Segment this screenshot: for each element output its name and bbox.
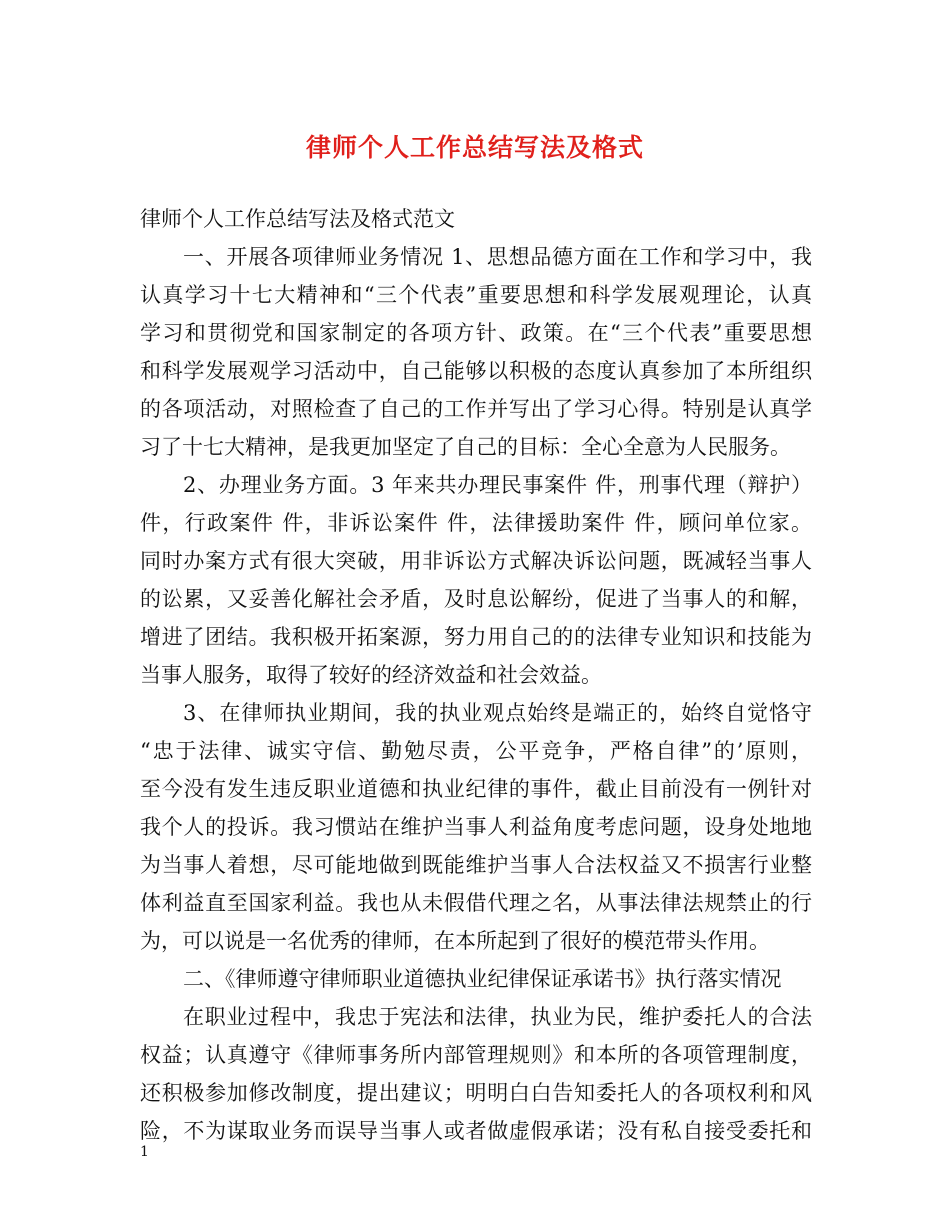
body-line: 的各项活动，对照检查了自己的工作并写出了学习心得。特别是认真学 xyxy=(140,397,812,421)
body-line: 二、《律师遵守律师职业道德执业纪律保证承诺书》执行落实情况 xyxy=(183,967,782,991)
page-title: 律师个人工作总结写法及格式 xyxy=(305,133,644,162)
body-line: 在职业过程中，我忠于宪法和法律，执业为民，维护委托人的合法 xyxy=(183,1005,812,1029)
body-line: 同时办案方式有很大突破，用非诉讼方式解决诉讼问题，既减轻当事人 xyxy=(140,549,812,573)
body-line: 件，行政案件 件，非诉讼案件 件，法律援助案件 件，顾问单位家。 xyxy=(140,511,812,535)
body-line: 学习和贯彻党和国家制定的各项方针、政策。在“三个代表”重要思想 xyxy=(140,321,812,345)
body-line: 为，可以说是一名优秀的律师，在本所起到了很好的模范带头作用。 xyxy=(140,929,770,953)
body-line: 我个人的投诉。我习惯站在维护当事人利益角度考虑问题，设身处地地 xyxy=(140,815,812,839)
body-line: 为当事人着想，尽可能地做到既能维护当事人合法权益又不损害行业整 xyxy=(140,853,812,877)
body-line: 和科学发展观学习活动中，自己能够以积极的态度认真参加了本所组织 xyxy=(140,359,812,383)
body-line: 增进了团结。我积极开拓案源，努力用自己的的法律专业知识和技能为 xyxy=(140,625,812,649)
body-line: 一、开展各项律师业务情况 1、思想品德方面在工作和学习中，我 xyxy=(183,245,812,269)
body-line: 2、办理业务方面。3 年来共办理民事案件 件，刑事代理（辩护） xyxy=(183,473,812,497)
body-line: 体利益直至国家利益。我也从未假借代理之名，从事法律法规禁止的行 xyxy=(140,891,812,915)
body-line: 还积极参加修改制度，提出建议；明明白白告知委托人的各项权利和风 xyxy=(140,1081,812,1105)
body-line: 认真学习十七大精神和“三个代表”重要思想和科学发展观理论，认真 xyxy=(140,283,812,307)
page-number: 1 xyxy=(140,1144,149,1160)
body-line: 至今没有发生违反职业道德和执业纪律的事件，截止目前没有一例针对 xyxy=(140,777,812,801)
body-line: 习了十七大精神，是我更加坚定了自己的目标：全心全意为人民服务。 xyxy=(140,435,791,459)
body-line: 险，不为谋取业务而误导当事人或者做虚假承诺；没有私自接受委托和 xyxy=(140,1119,812,1143)
body-line: 当事人服务，取得了较好的经济效益和社会效益。 xyxy=(140,663,602,687)
body-line: “忠于法律、诚实守信、勤勉尽责，公平竞争，严格自律”的’原则， xyxy=(140,739,812,763)
document-body xyxy=(140,200,812,1150)
document-subtitle: 律师个人工作总结写法及格式范文 xyxy=(140,207,455,231)
body-line: 权益；认真遵守《律师事务所内部管理规则》和本所的各项管理制度， xyxy=(140,1043,812,1067)
body-line: 3、在律师执业期间，我的执业观点始终是端正的，始终自觉恪守 xyxy=(183,701,812,725)
body-line: 的讼累，又妥善化解社会矛盾，及时息讼解纷，促进了当事人的和解， xyxy=(140,587,812,611)
